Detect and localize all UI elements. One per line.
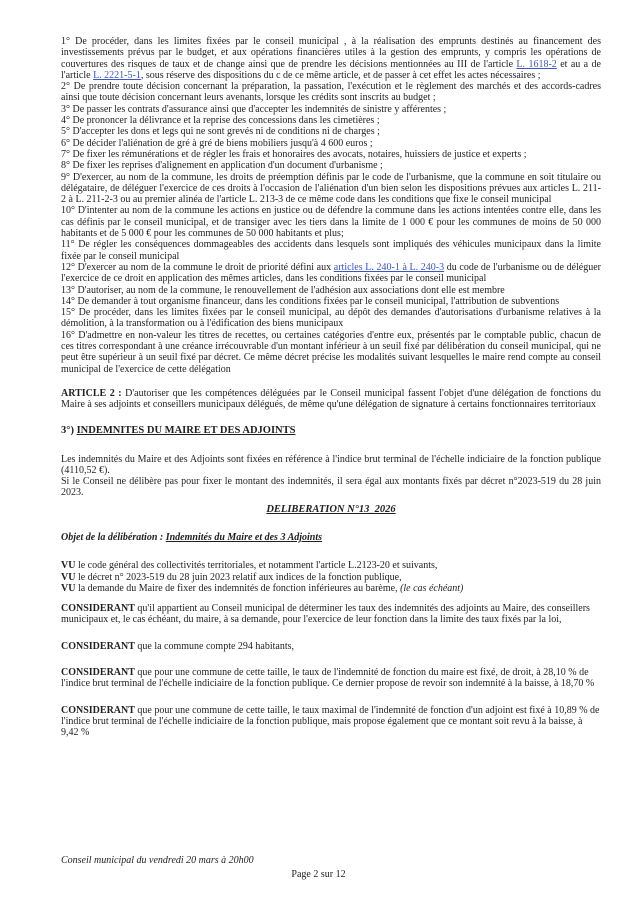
delegation-item-12-text: du code de l'urbanisme ou de déléguer l'exercice de ce droit en application des mêmes articles, dans les conditions fixées par le conseil municipal [61,261,602,285]
objet-line [61,532,601,543]
delegation-item-1-text: 1° De procéder, dans les limites fixées par le conseil municipal , à la réalisation des emprunts destinés au financement des investissements prévus par le budget, et aux opérations financières utiles à la gestion des emprunts, y compris les opérations de couvertures des risques de taux et de change ainsi que de prendre les décisions mentionnées au III de l'article [61,36,601,70]
deliberation-title: DELIBERATION N°13_2026 [266,503,396,515]
article-2-paragraph [61,388,601,411]
vu-text: le code général des collectivités territoriales, et notamment l'article L.2123-20 et suivants, [75,560,438,572]
considerant-label: CONSIDERANT [61,603,135,615]
delegation-item-10: 10° D'intenter au nom de la commune les actions en justice ou de défendre la commune dans les actions intentées contre elle, dans les cas définis par le conseil municipal, et de transiger avec les tiers dans la limite de 1 000 € pour les communes de moins de 50 000 habitants et de 5 000 € pour les communes de 50 000 habitants et plus; [61,205,601,240]
delegation-item-1-text: et au a de l'article [61,58,601,81]
delegation-item-16: 16° D'admettre en non-valeur les titres de recettes, ou certaines catégories d'entre eux, présentés par le comptable public, chacun de ces titres correspondant à une créance irrécouvrable d'un montant inférieur à un seuil fixé par délibération du conseil municipal, qui ne peut être supérieur à un seuil fixé par décret. Ce même décret précise les modalités suivant lesquelles le maire rend compte au conseil municipal de l'exercice de cette délégation [61,329,601,375]
considerant-label: CONSIDERANT [61,640,135,652]
delegation-item-9: 9° D'exercer, au nom de la commune, les droits de préemption définis par le code de l'urbanisme, que la commune en soit titulaire ou délégataire, de déléguer l'exercice de ces droits à l'occasion de l'aliénation d'un bien selon les dispositions prévues aux articles L. 211-2 à L. 211-2-3 ou au premier alinéa de l'article L. 213-3 de ce même code dans les conditions que fixe le conseil municipal [61,171,601,206]
delegation-item-1 [61,36,601,81]
delegation-item-3: 3° De passer les contrats d'assurance ainsi que d'accepter les indemnités de sinistre y afférentes ; [61,103,447,115]
indemnites-intro [61,454,601,499]
delegation-item-13: 13° D'autoriser, au nom de la commune, le renouvellement de l'adhésion aux associations dont elle est membre [61,284,505,296]
delegations-list [61,36,601,375]
vu-label: VU [61,582,76,594]
footer-page-number: Page 2 sur 12 [291,869,346,880]
vu-label: VU [61,571,76,583]
objet-value: Indemnités du Maire et des 3 Adjoints [165,531,323,543]
delegation-item-2: 2° De prendre toute décision concernant la préparation, la passation, l'exécution et le règlement des marchés et des accords-cadres ainsi que toute décision concernant leurs avenants, lorsque les crédits sont inscrits au budget ; [61,81,601,104]
delegation-item-6: 6° De décider l'aliénation de gré à gré de biens mobiliers jusqu'à 4 600 euros ; [61,137,373,149]
considerant-label: CONSIDERANT [61,704,135,716]
considerant-3 [61,667,601,690]
delegation-item-14: 14° De demander à tout organisme financeur, dans les conditions fixées par le conseil municipal, l'attribution de subventions [61,295,560,307]
footer-session-info: Conseil municipal du vendredi 20 mars à 20h00 [61,855,254,866]
article-2-text: D'autoriser que les compétences déléguées par le Conseil municipal fassent l'objet d'une délégation de fonctions du Maire à ses adjoints et conseillers municipaux délégués, de même qu'une délégation de signature à certains fonctionnaires territoriaux [61,387,601,411]
vu-italic-note: (le cas échéant) [400,582,464,594]
considerant-text: que pour une commune de cette taille, le taux de l'indemnité de fonction du maire est fixé, de droit, à 28,10 % de l'indice brut terminal de l'échelle indiciaire de la fonction publique. Ce dernier propose de revoir son indemnité à la baisse, à 18,70 % [61,667,595,690]
vu-line-3 [61,583,601,594]
link-articles-L240-1-L240-3[interactable]: articles L. 240-1 à L. 240-3 [333,261,445,273]
section-3-title: INDEMNITES DU MAIRE ET DES ADJOINTS [76,424,296,436]
delegation-item-1-text: , sous réserve des dispositions du c de ce même article, et de passer à cet effet les actes nécessaires ; [140,69,541,81]
delegation-item-12 [61,262,601,285]
vu-text: le décret n° 2023-519 du 28 juin 2023 relatif aux indices de la fonction publique, [75,571,402,583]
section-3-heading [61,425,601,437]
link-article-L2221-5-1[interactable]: L. 2221-5-1 [93,69,141,81]
considerant-label: CONSIDERANT [61,667,135,679]
section-3-number: 3°) [61,424,77,436]
delegation-item-7: 7° De fixer les rémunérations et de régler les frais et honoraires des avocats, notaires, huissiers de justice et experts ; [61,148,527,160]
delegation-item-5: 5° D'accepter les dons et legs qui ne sont grevés ni de conditions ni de charges ; [61,126,380,138]
vu-text: la demande du Maire de fixer des indemnités de fonction inférieures au barème, [75,582,401,594]
delegation-item-4: 4° De prononcer la délivrance et la reprise des concessions dans les cimetières ; [61,115,380,127]
delegation-item-11: 11° De régler les conséquences dommageables des accidents dans lesquels sont impliqués des véhicules municipaux dans la limite fixée par le conseil municipal [61,239,601,262]
vu-line-1 [61,560,601,571]
vu-line-2 [61,572,601,583]
indemnites-intro-line-2: Si le Conseil ne délibère pas pour fixer le montant des indemnités, il sera égal aux montants fixés par décret n°2023-519 du 28 juin 2023. [61,476,601,499]
indemnites-intro-line-1: Les indemnités du Maire et des Adjoints sont fixées en référence à l'indice brut terminal de l'échelle indiciaire de la fonction publique (4110,52 €). [61,453,601,476]
deliberation-heading [61,504,601,515]
considerant-2 [61,641,601,652]
considerant-text: que pour une commune de cette taille, le taux maximal de l'indemnité de fonction d'un adjoint est fixé à 10,89 % de l'indice brut terminal de l'échelle indiciaire de la fonction publique, mais propose également que ce montant soit revu à la baisse, à 9,42 % [61,704,600,739]
considerant-1 [61,603,601,626]
link-article-L1618-2[interactable]: L. 1618-2 [516,58,557,70]
article-2-label: ARTICLE 2 : [61,387,122,399]
objet-label: Objet de la délibération : [61,531,166,543]
delegation-item-8: 8° De fixer les reprises d'alignement en application d'un document d'urbanisme ; [61,160,383,172]
considerant-4 [61,705,601,739]
vu-block [61,560,601,594]
considerant-text: que la commune compte 294 habitants, [134,640,295,652]
considerant-text: qu'il appartient au Conseil municipal de déterminer les taux des indemnités des adjoints au Maire, des conseillers municipaux et, le cas échéant, du maire, à sa demande, pour l'exercice de leur fonction dans la limite des taux fixés par la loi, [61,603,590,626]
delegation-item-12-text: 12° D'exercer au nom de la commune le droit de priorité défini aux [61,261,334,273]
vu-label: VU [61,560,76,572]
delegation-item-15: 15° De procéder, dans les limites fixées par le conseil municipal, au dépôt des demandes d'autorisations d'urbanisme relatives à la démolition, à la transformation ou à l'édification des biens municipaux [61,307,601,330]
